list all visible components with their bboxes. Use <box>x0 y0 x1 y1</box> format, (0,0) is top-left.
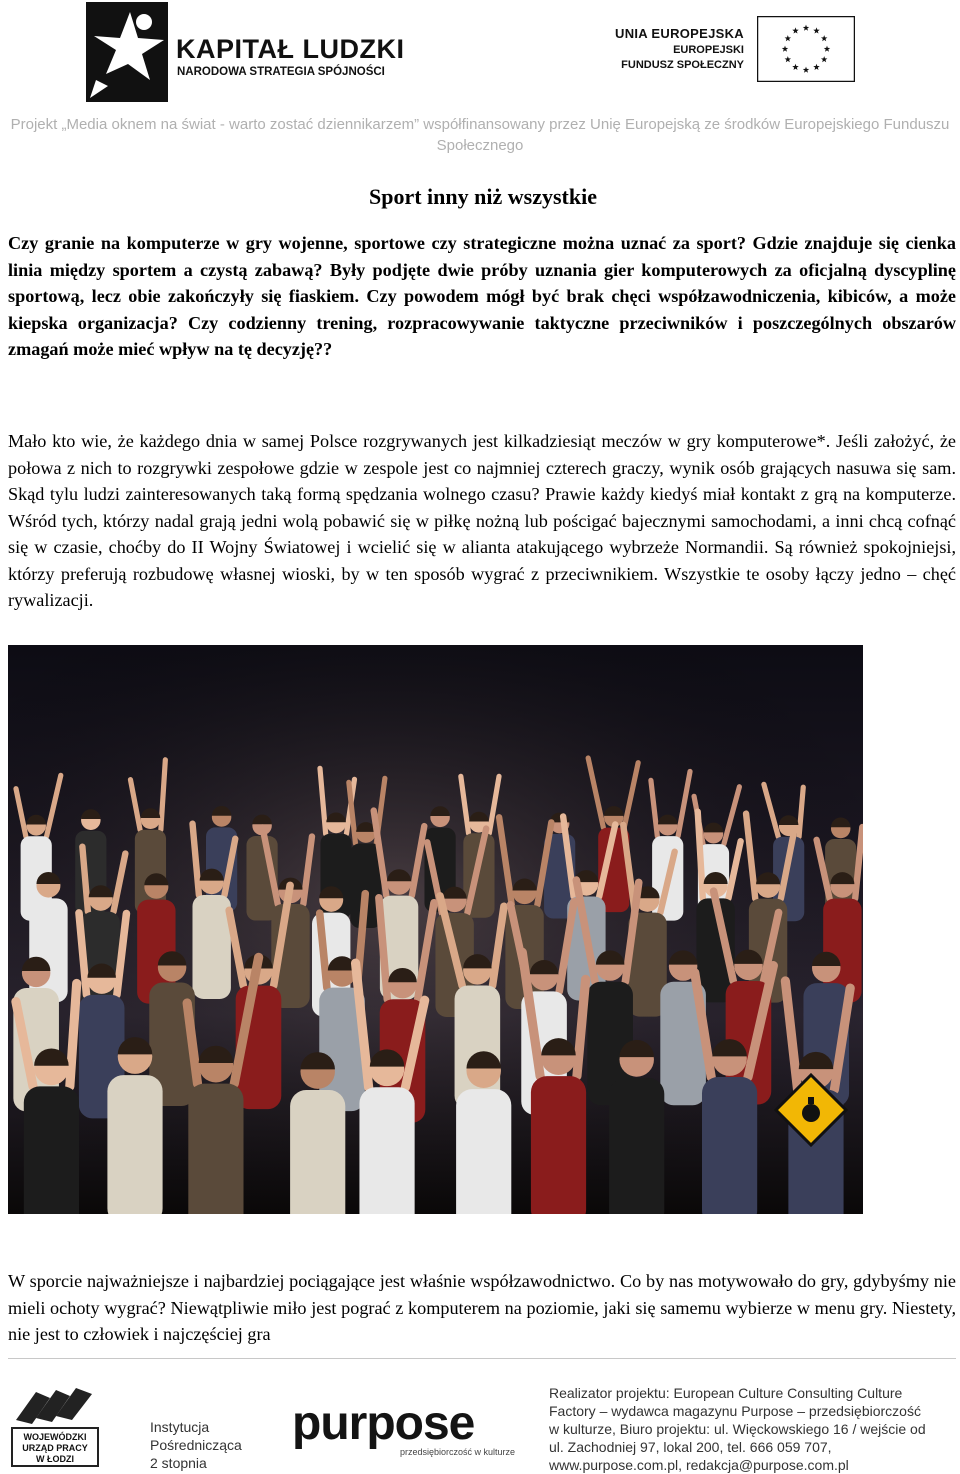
realizator-line-2: Factory – wydawca magazynu Purpose – przedsiębiorczość <box>549 1403 921 1419</box>
eu-line-2: EUROPEJSKI <box>673 44 744 56</box>
institution-line-1: Instytucja <box>150 1419 210 1435</box>
footer-divider <box>8 1358 956 1359</box>
realizator-line-3: w kulturze, Biuro projektu: ul. Więckowskiego 16 / wejście od <box>549 1421 926 1437</box>
institution-line-2: Pośrednicząca <box>150 1437 242 1453</box>
eu-line-3: FUNDUSZ SPOŁECZNY <box>621 59 744 71</box>
kapital-ludzki-subtitle: NARODOWA STRATEGIA SPÓJNOŚCI <box>177 66 385 78</box>
eu-flag-icon <box>757 16 855 82</box>
eu-line-1: UNIA EUROPEJSKA <box>615 26 744 41</box>
wup-logo-line-1: WOJEWÓDZKI <box>23 1432 87 1442</box>
institution-line-3: 2 stopnia <box>150 1455 207 1471</box>
project-realizator-info <box>549 1384 957 1474</box>
institution-label <box>150 1418 242 1472</box>
purpose-logo-tagline: przedsiębiorczość w kulturze <box>400 1447 516 1457</box>
realizator-line-4: ul. Zachodniej 97, lokal 200, tel. 666 059 707, <box>549 1439 832 1455</box>
wojewodzki-urzad-pracy-logo <box>6 1384 104 1468</box>
article-title: Sport inny niż wszystkie <box>369 184 597 209</box>
eu-fund-label <box>615 26 744 71</box>
purpose-logo <box>292 1397 516 1457</box>
project-cofinancing-note: Projekt „Media oknem na świat - warto zostać dziennikarzem” współfinansowany przez Unię Europejską ze środków Europejskiego Funduszu Społecznego <box>10 116 950 154</box>
wup-logo-line-2: URZĄD PRACY <box>22 1443 88 1453</box>
article-paragraph-2: W sporcie najważniejsze i najbardziej pociągające jest właśnie współzawodnictwo. Co by nas motywowało do gry, gdybyśmy nie mieli ochoty wygrać? Niewątpliwie miło jest pograć z komputerem na poziomie, jaki się samemu wybierze w menu gry. Niestety, nie jest to człowiek i najczęściej gra <box>8 1271 956 1344</box>
article-paragraph-1: Mało kto wie, że każdego dnia w samej Polsce rozgrywanych jest kilkadziesiąt meczów w gry komputerowe*. Jeśli założyć, że połowa z nich to rozgrywki zespołowe gdzie w zespole jest co najmniej czterech graczy, wynik osób grających nasuwa się sam. Skąd tylu ludzi zainteresowanych taką formą spędzania wolnego czasu? Prawie każdy kiedyś miał kontakt z grą na komputerze. Wśród tych, którzy nadal grają jedni wolą pobawić się w piłkę nożną lub pościgać bajecznymi samochodami, a inni chcą cofnąć się w czasie, choćby do II Wojny Światowej i wcielić się w alianta atakującego wybrzeże Normandii. Są również spokojniejsi, którzy preferują rozbudowę własnej wioski, by w ten sposób wygrać z przeciwnikiem. Wszystkie te osoby łączy jedno – chęć rywalizacji. <box>8 431 956 610</box>
realizator-line-5: www.purpose.com.pl, redakcja@purpose.com.pl <box>549 1457 849 1473</box>
crowd-cheering-photo <box>8 645 863 1214</box>
purpose-logo-word: purpose <box>292 1397 475 1450</box>
article-lead: Czy granie na komputerze w gry wojenne, sportowe czy strategiczne można uznać za sport? Gdzie znajduje się cienka linia między sportem a czystą zabawą? Były podjęte dwie próby uznania gier komputerowych za oficjalną dyscyplinę sportową, lecz obie zakończyły się fiaskiem. Czy powodem mógł być brak chęci współzawodniczenia, kibiców, a może kiepska organizacja? Czy codzienny trening, rozpracowywanie taktyczne przeciwników i poszczególnych obszarów zmagań może mieć wpływ na tę decyzję?? <box>8 233 956 359</box>
wup-logo-line-3: W ŁODZI <box>36 1454 74 1464</box>
realizator-line-1: Realizator projektu: European Culture Consulting Culture <box>549 1385 903 1401</box>
kapital-ludzki-title: KAPITAŁ LUDZKI <box>176 34 405 64</box>
